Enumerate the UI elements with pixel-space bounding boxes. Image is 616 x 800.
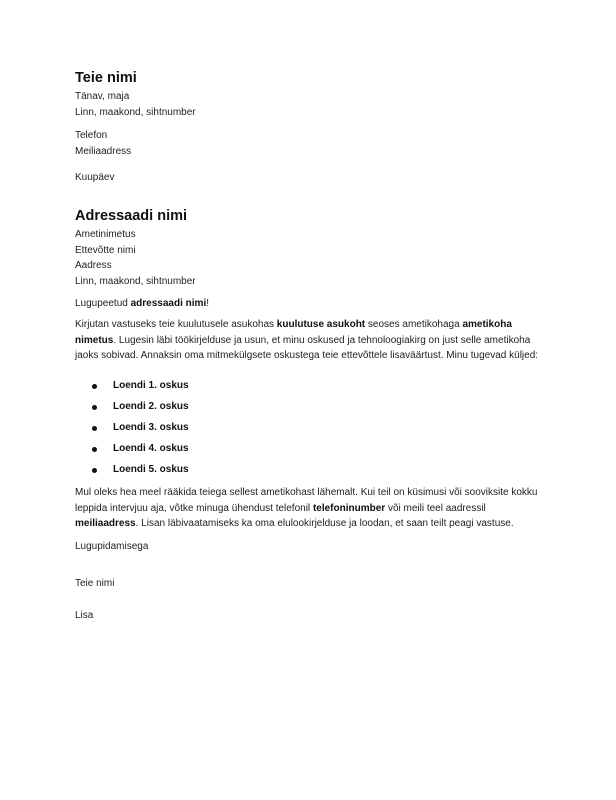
closing-text-2: või meili teel aadressil <box>385 502 486 514</box>
intro-bold-location: kuulutuse asukoht <box>276 319 366 330</box>
salutation-suffix: ! <box>206 298 209 309</box>
recipient-title: Ametinimetus <box>75 229 136 240</box>
bullet-icon <box>92 468 97 473</box>
intro-text-1: Kirjutan vastuseks teie kuulutusele asukohas <box>75 319 277 330</box>
sender-block <box>75 69 545 120</box>
signoff-block <box>75 539 545 555</box>
recipient-name: Adressaadi nimi <box>75 208 188 224</box>
list-item: Loendi 4. oskus <box>75 441 545 462</box>
intro-paragraph <box>75 317 545 364</box>
sender-phone: Telefon <box>75 130 108 141</box>
salutation-prefix: Lugupeetud <box>75 298 131 309</box>
enclosure: Lisa <box>75 610 94 621</box>
skills-list <box>75 378 545 483</box>
bullet-icon <box>92 426 97 431</box>
list-item: Loendi 3. oskus <box>75 420 545 441</box>
intro-bold-position: ametikoha nimetus <box>75 319 512 346</box>
bullet-icon <box>92 447 97 452</box>
signature-block <box>75 576 545 592</box>
sender-city: Linn, maakond, sihtnumber <box>75 106 196 118</box>
signoff: Lugupidamisega <box>75 541 149 552</box>
enclosure-block <box>75 608 545 624</box>
sender-name: Teie nimi <box>75 70 137 86</box>
recipient-block <box>75 207 545 289</box>
list-item: Loendi 2. oskus <box>75 399 545 420</box>
date-block <box>75 170 545 186</box>
closing-bold-email: meiliaadress <box>75 518 136 529</box>
intro-text-3: . Lugesin läbi töökirjelduse ja usun, et minu oskused ja tehnoloogiakirg on just selle ametikoha jaoks sobivad. Annaksin oma mitmekülgsete oskustega teie ettevõttele lisaväärtust. Minu tugevad küljed: <box>75 334 539 361</box>
closing-text-3: . Lisan läbivaatamiseks ka oma elulookirjelduse ja loodan, et saan teilt peagi vastuse. <box>135 518 514 529</box>
recipient-company: Ettevõtte nimi <box>75 244 136 256</box>
list-item: Loendi 1. oskus <box>75 378 545 399</box>
skills-list-block <box>75 378 545 483</box>
bullet-icon <box>92 405 97 410</box>
intro-text-2: seoses ametikohaga <box>365 319 463 330</box>
closing-bold-phone: telefoninumber <box>312 502 386 514</box>
salutation-name: adressaadi nimi <box>130 298 207 309</box>
closing-text-1: Mul oleks hea meel rääkida teiega sellest ametikohast lähemalt. Kui teil on küsimusi või sooviksite kokku leppida intervjuu aja, võtke minuga ühendust telefonil <box>75 487 538 514</box>
sender-street: Tänav, maja <box>75 91 130 102</box>
signature-name: Teie nimi <box>75 578 115 589</box>
closing-paragraph <box>75 485 545 532</box>
salutation <box>75 296 545 312</box>
letter-date: Kuupäev <box>75 172 115 183</box>
bullet-icon <box>92 384 97 389</box>
sender-contact <box>75 128 545 159</box>
sender-email: Meiliaadress <box>75 145 132 157</box>
list-item: Loendi 5. oskus <box>75 462 545 483</box>
recipient-address: Aadress <box>75 260 112 271</box>
recipient-city: Linn, maakond, sihtnumber <box>75 275 196 287</box>
